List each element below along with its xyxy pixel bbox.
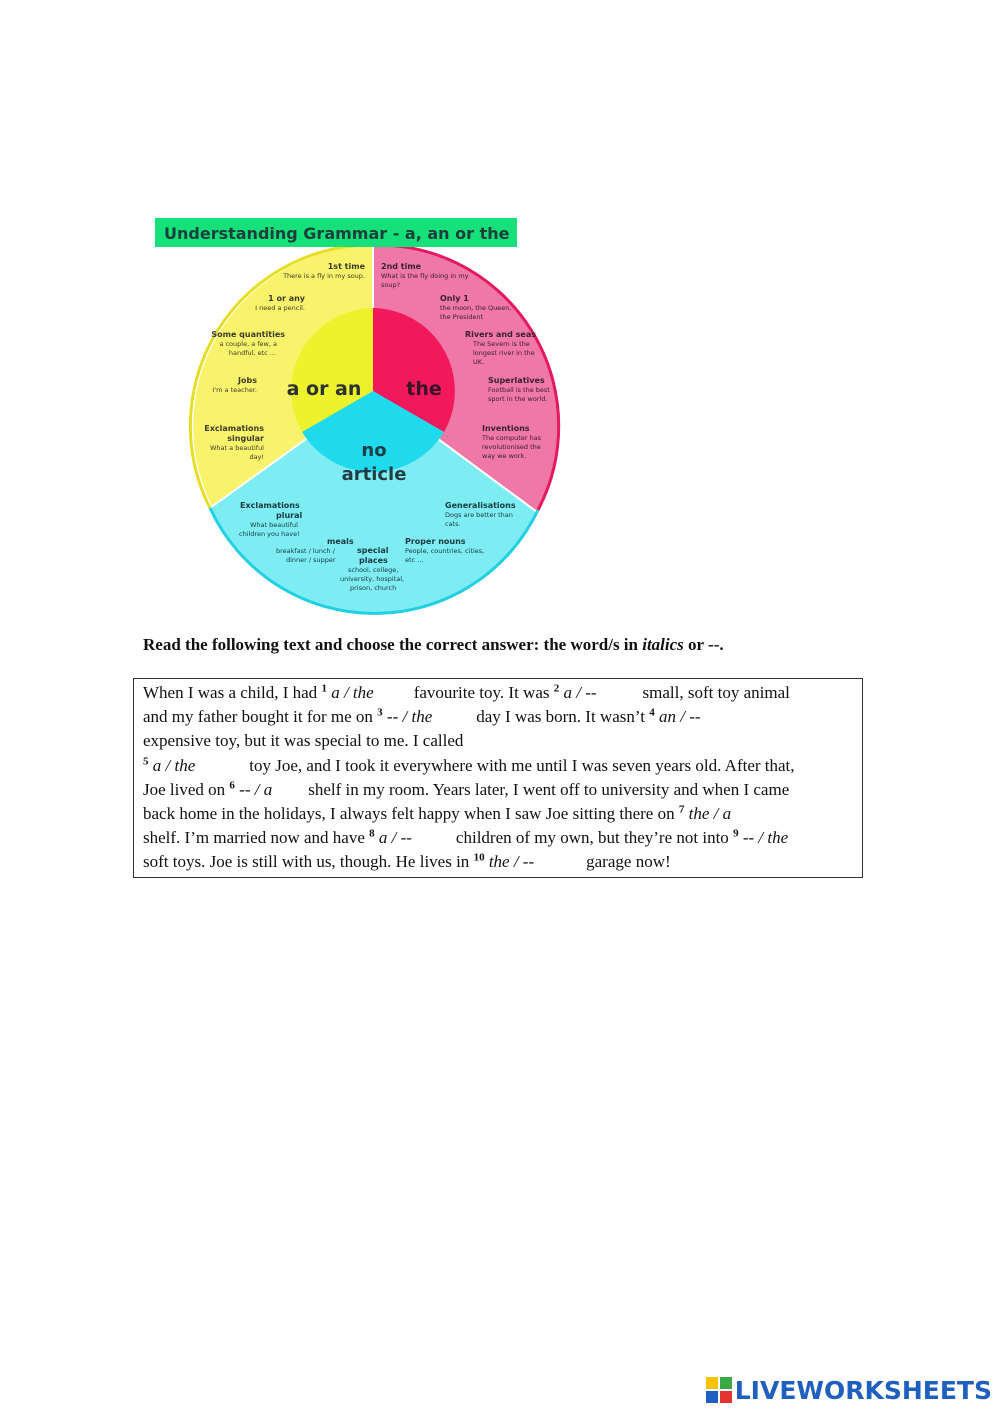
a-an-item-title: 1st time: [327, 262, 365, 271]
answer-blank-7[interactable]: [731, 806, 741, 824]
text-line: [143, 755, 795, 777]
answer-blank-8[interactable]: [412, 830, 452, 848]
answer-blank-2[interactable]: [597, 685, 639, 703]
gap-number: 7: [678, 803, 685, 816]
the-item-title: Rivers and seas: [465, 330, 536, 339]
text-segment: When I was a child, I had: [143, 683, 322, 702]
instruction-text-end: or --.: [683, 635, 724, 654]
the-item-example: The computer has: [482, 434, 542, 442]
text-segment: back home in the holidays, I always felt happy when I saw Joe sitting there on: [143, 804, 679, 823]
text-line: [143, 803, 745, 825]
exercise-text-box: [133, 678, 863, 878]
answer-blank-1[interactable]: [374, 685, 410, 703]
a-an-item-title: Some quantities: [211, 330, 285, 339]
answer-blank-3[interactable]: [432, 709, 472, 727]
answer-blank-4[interactable]: [701, 709, 731, 727]
the-item-example: longest river in the: [473, 349, 535, 357]
text-segment: children of my own, but they’re not into: [455, 828, 734, 847]
gap-number: 2: [553, 682, 560, 695]
center-label-article: article: [341, 464, 407, 485]
a-an-item-example: I need a pencil.: [255, 304, 305, 312]
text-segment: and my father bought it for me on: [143, 707, 378, 726]
center-label-a-an: a or an: [286, 378, 362, 400]
the-item-example: UK.: [473, 358, 485, 366]
no-article-item-title: Generalisations: [445, 501, 516, 510]
the-item-example: What is the fly doing in my: [381, 272, 469, 280]
text-line: [143, 730, 463, 752]
gap-options: the / --: [484, 852, 535, 871]
no-article-item-example: school, college,: [348, 566, 399, 574]
a-an-item-title: 1 or any: [268, 294, 305, 303]
liveworksheets-brand: [706, 1375, 992, 1405]
figure-title: Understanding Grammar - a, an or the: [164, 224, 510, 243]
text-segment: favourite toy. It was: [413, 683, 554, 702]
a-an-item-example: I'm a teacher.: [212, 386, 257, 394]
no-article-item-example: children you have!: [239, 530, 300, 538]
center-label-no: no: [361, 440, 387, 461]
no-article-item-example: What beautiful: [250, 521, 298, 529]
gap-options: a / --: [559, 683, 597, 702]
text-segment: Joe lived on: [143, 780, 230, 799]
the-item-title: 2nd time: [381, 262, 422, 271]
text-line: [143, 851, 671, 873]
text-segment: small, soft toy animal: [642, 683, 790, 702]
the-item-example: way we work.: [482, 452, 527, 460]
text-line: [143, 682, 790, 704]
the-item-title: Only 1: [440, 294, 469, 303]
text-segment: garage now!: [586, 852, 671, 871]
no-article-item-example: Dogs are better than: [445, 511, 513, 519]
the-item-example: Football is the best: [488, 386, 550, 394]
gap-options: a / --: [374, 828, 412, 847]
no-article-item-example: cats.: [445, 520, 461, 528]
text-segment: expensive toy, but it was special to me. I called: [143, 731, 464, 750]
no-article-item-example: breakfast / lunch /: [276, 547, 335, 555]
text-segment: shelf in my room. Years later, I went off to university and when I came: [308, 780, 790, 799]
gap-number: 9: [733, 827, 739, 840]
the-item-title: Superlatives: [488, 376, 545, 385]
the-item-example: the moon, the Queen,: [440, 304, 512, 312]
no-article-item-title: Exclamations: [240, 501, 300, 510]
the-item-example: The Severn is the: [473, 340, 530, 348]
gap-options: a / the: [148, 756, 196, 775]
gap-options: the / a: [684, 804, 732, 823]
the-item-example: soup?: [381, 281, 401, 289]
gap-options: -- / the: [382, 707, 433, 726]
a-an-item-example: There is a fly in my soup.: [283, 272, 365, 280]
gap-number: 6: [229, 779, 235, 792]
no-article-item-example: dinner / supper: [286, 556, 336, 564]
center-label-the: the: [406, 378, 442, 400]
no-article-item-example: etc ...: [405, 556, 424, 564]
answer-blank-10[interactable]: [534, 854, 582, 872]
text-line: [143, 779, 789, 801]
gap-options: an / --: [654, 707, 701, 726]
the-item-example: revolutionised the: [482, 443, 541, 451]
gap-options: -- / a: [234, 780, 273, 799]
gap-options: a / the: [326, 683, 374, 702]
answer-blank-6[interactable]: [272, 782, 304, 800]
a-an-item-title: singular: [227, 434, 264, 443]
no-article-item-title: special: [357, 546, 389, 555]
text-line: [143, 827, 788, 849]
gap-number: 5: [143, 755, 149, 768]
instruction-italic: italics: [642, 635, 684, 654]
a-an-item-title: Exclamations: [204, 424, 264, 433]
no-article-item-example: university, hospital,: [340, 575, 405, 583]
the-item-example: sport in the world.: [488, 395, 548, 403]
brand-name: LIVEWORKSHEETS: [734, 1375, 992, 1405]
text-segment: toy Joe, and I took it everywhere with me until I was seven years old. After that,: [249, 756, 795, 775]
exercise-instruction: [143, 634, 943, 656]
gap-number: 3: [377, 706, 383, 719]
no-article-item-title: places: [359, 556, 388, 565]
gap-number: 8: [369, 827, 375, 840]
grammar-wheel-figure: [140, 210, 600, 615]
gap-options: -- / the: [738, 828, 789, 847]
a-an-item-title: Jobs: [238, 376, 257, 385]
a-an-item-example: What a beautiful: [210, 444, 264, 452]
the-item-example: the President: [440, 313, 484, 321]
no-article-item-example: People, countries, cities,: [405, 547, 485, 555]
no-article-item-title: meals: [327, 537, 354, 546]
gap-number: 1: [321, 682, 327, 695]
no-article-item-example: prison, church: [350, 584, 397, 592]
liveworksheets-logo-icon: [706, 1377, 732, 1403]
gap-number: 10: [473, 851, 485, 864]
a-an-item-example: day!: [249, 453, 264, 461]
text-segment: shelf. I’m married now and have: [143, 828, 370, 847]
answer-blank-5[interactable]: [195, 758, 245, 776]
text-segment: day I was born. It wasn’t: [476, 707, 650, 726]
no-article-item-title: plural: [276, 511, 303, 520]
the-item-title: Inventions: [482, 424, 530, 433]
text-line: [143, 706, 735, 728]
gap-number: 4: [649, 706, 655, 719]
instruction-text: Read the following text and choose the correct answer: the word/s in: [143, 635, 643, 654]
a-an-item-example: a couple, a few, a: [219, 340, 277, 348]
text-segment: soft toys. Joe is still with us, though. He lives in: [143, 852, 474, 871]
no-article-item-title: Proper nouns: [405, 537, 466, 546]
a-an-item-example: handful, etc ...: [228, 349, 276, 357]
